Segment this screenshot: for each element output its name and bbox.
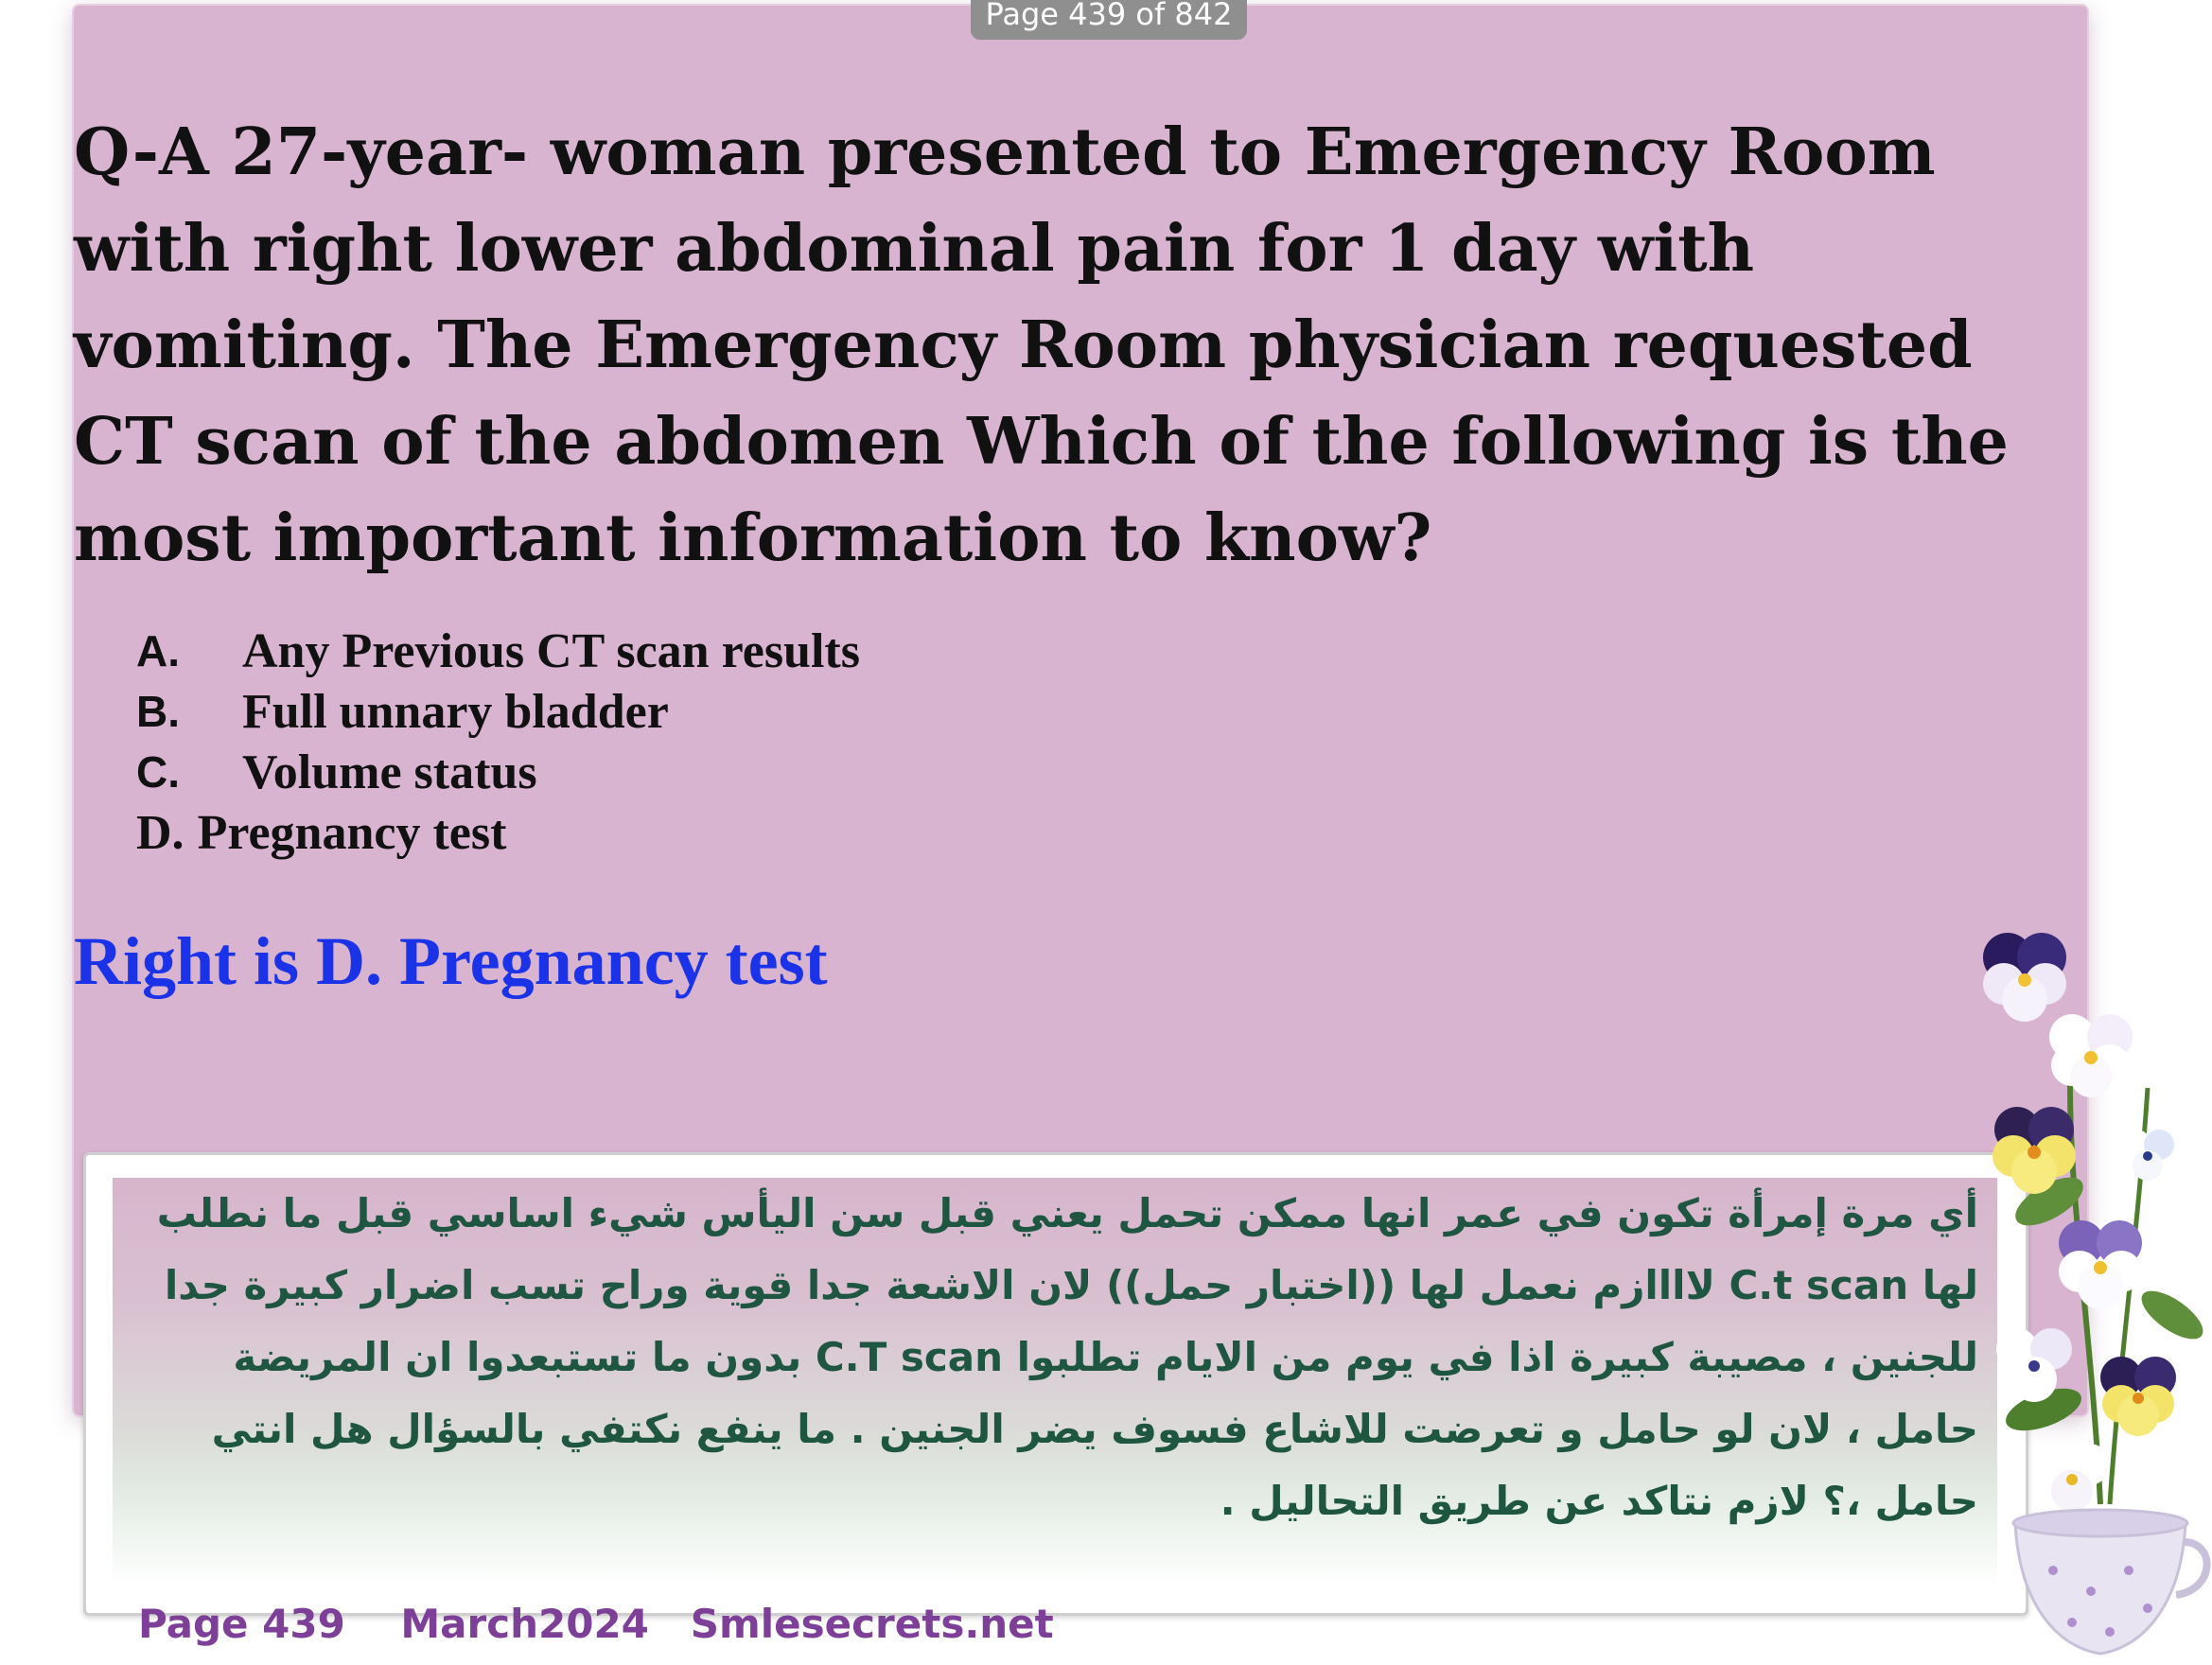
option-text: Volume status [242, 745, 537, 799]
option-letter: C. [136, 747, 180, 797]
explanation-box [83, 1152, 2028, 1616]
option-letter: A. [136, 626, 180, 675]
option-a [136, 621, 1272, 681]
option-c [136, 742, 1272, 802]
option-letter: B. [136, 687, 180, 736]
footer-date: March2024 [400, 1601, 649, 1647]
option-text: Pregnancy test [197, 805, 507, 860]
option-text: Any Previous CT scan results [242, 623, 860, 678]
footer-site: Smlesecrets.net [690, 1601, 1054, 1647]
option-d [136, 802, 1272, 863]
footer-page: Page 439 [138, 1601, 345, 1647]
question-text: Q-A 27-year- woman presented to Emergency Room with right lower abdominal pain for 1 day with vomiting. The Emergency Room physician requested CT scan of the abdomen Which of the following is the most important information to know? [74, 114, 2009, 576]
explanation-background [113, 1178, 1997, 1586]
correct-answer: Right is D. Pregnancy test [74, 923, 828, 999]
pansy-decoration-icon [1958, 918, 2212, 1665]
option-b [136, 681, 1272, 742]
footer [138, 1601, 1054, 1647]
answer-options [136, 621, 1272, 863]
page-indicator: Page 439 of 842 [971, 0, 1247, 40]
explanation-text: أي مرة إمرأة تكون في عمر انها ممكن تحمل يعني قبل سن اليأس شيء اساسي قبل ما نطلب لها C.t scan لاااازم نعمل لها ((اختبار حمل)) لان الاشعة جدا قوية وراح تسب اضرار كبيرة جدا للجنين ، مصيبة كبيرة اذا في يوم من الايام تطلبوا C.T scan بدون ما تستبعدوا ان المريضة حامل ، لان لو حامل و تعرضت للاشاع فسوف يضر الجنين . ما ينفع نكتفي بالسؤال هل انتي حامل ،؟ لازم نتاكد عن طريق التحاليل . [156, 1190, 1978, 1524]
option-text: Full unnary bladder [242, 684, 669, 739]
option-letter: D. [136, 805, 184, 860]
